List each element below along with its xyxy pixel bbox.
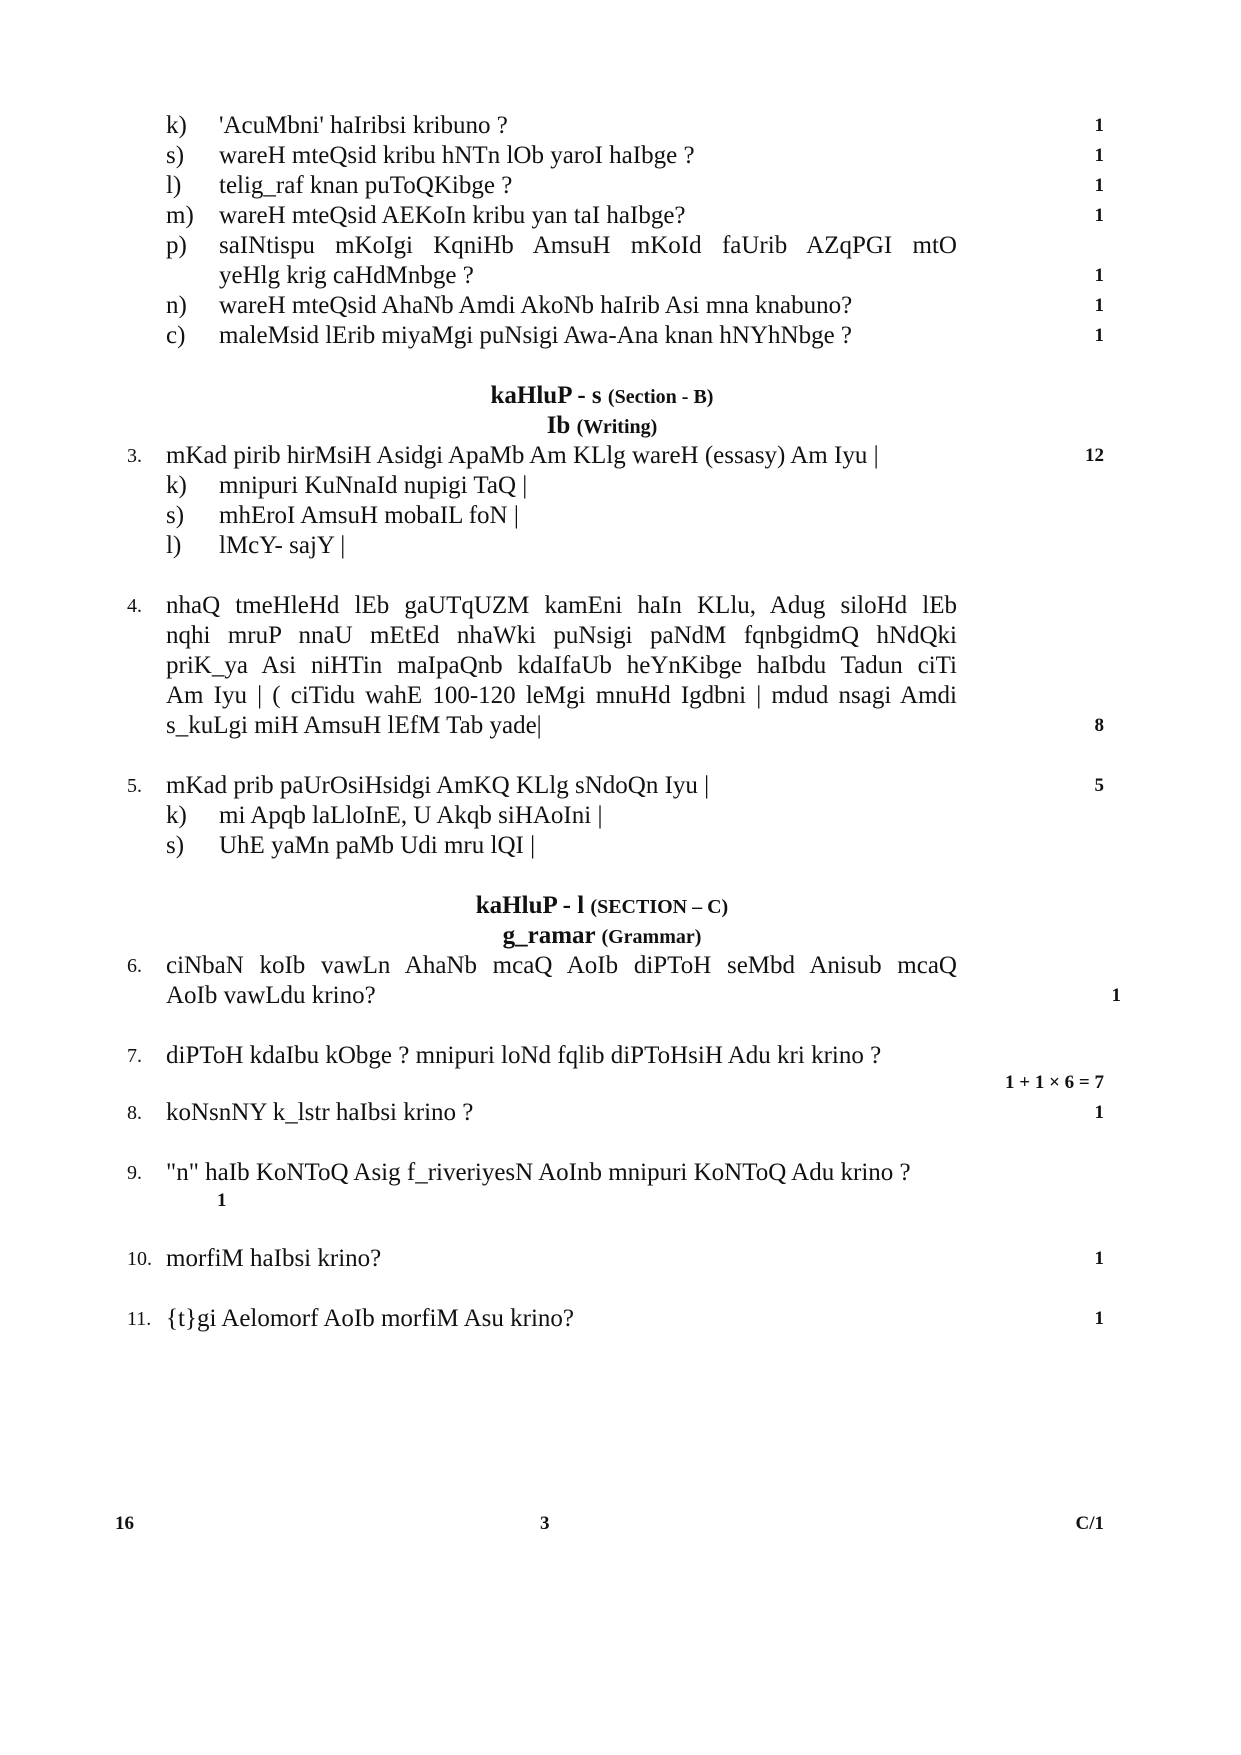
section-c-sub-text: g_ramar [502,922,596,949]
question-marks: 1 [1094,1308,1104,1329]
option-text: mnipuri KuNnaId nupigi TaQ | [219,472,528,499]
question-text-line: Am Iyu | ( ciTidu wahE 100-120 leMgi mnuHd Igdbni | mdud nsagi Amdi [166,682,957,709]
question-marks: 1 [1094,1248,1104,1269]
question-text: "n" haIb KoNToQ Asig f_riveriyesN AoInb mnipuri KoNToQ Adu krino ? [166,1159,911,1186]
question-marks: 12 [1085,445,1104,466]
footer-right: C/1 [1075,1513,1104,1534]
question-number: 6. [127,955,142,977]
item-marks: 1 [1094,265,1104,286]
question-text: koNsnNY k_lstr haIbsi krino ? [166,1099,474,1126]
section-c-title [0,891,1204,922]
question-number: 10. [127,1248,152,1270]
question-text: morfiM haIbsi krino? [166,1245,382,1272]
section-b-title [0,381,1204,412]
question-marks: 1 [217,1190,227,1211]
item-text: wareH mteQsid AhaNb Amdi AkoNb haIrib Asi mna knabuno? [219,292,853,319]
section-b-sub-en: (Writing) [576,416,658,438]
section-c-title-en: (SECTION – C) [590,896,729,918]
option-text: lMcY- sajY | [219,532,346,559]
item-label: m) [166,202,194,229]
question-text: diPToH kdaIbu kObge ? mnipuri loNd fqlib diPToHsiH Adu kri krino ? [166,1042,882,1069]
item-label: n) [166,292,187,319]
question-text-line: nqhi mruP nnaU mEtEd nhaWki puNsigi paNdM fqnbgidmQ hNdQki [166,622,957,649]
section-b-subtitle [0,411,1204,442]
option-text: UhE yaMn paMb Udi mru lQI | [219,832,536,859]
question-number: 7. [127,1045,142,1067]
item-marks: 1 [1094,295,1104,316]
item-label: p) [166,232,187,259]
item-text: wareH mteQsid AEKoIn kribu yan taI haIbge? [219,202,686,229]
question-marks: 1 + 1 × 6 = 7 [1005,1072,1104,1093]
section-c-subtitle [0,921,1204,952]
option-label: s) [166,832,185,859]
option-text: mhEroI AmsuH mobaIL foN | [219,502,519,529]
question-text: mKad pirib hirMsiH Asidgi ApaMb Am KLlg wareH (essasy) Am Iyu | [166,442,879,469]
option-text: mi Apqb laLloInE, U Akqb siHAoIni | [219,802,603,829]
question-number: 11. [127,1308,152,1330]
option-label: s) [166,502,185,529]
item-label: c) [166,322,186,349]
option-label: k) [166,802,187,829]
item-label: s) [166,142,185,169]
item-text: 'AcuMbni' haIribsi kribuno ? [219,112,508,139]
question-text: mKad prib paUrOsiHsidgi AmKQ KLlg sNdoQn Iyu | [166,772,710,799]
item-label: k) [166,112,187,139]
section-c-sub-en: (Grammar) [601,926,702,948]
page-number: 3 [540,1513,550,1534]
item-marks: 1 [1094,175,1104,196]
item-text-continued: yeHlg krig caHdMnbge ? [219,262,474,289]
question-text-line: nhaQ tmeHleHd lEb gaUTqUZM kamEni haIn KLlu, Adug siloHd lEb [166,592,957,619]
question-number: 5. [127,775,142,797]
question-marks: 1 [1111,985,1121,1006]
question-text: {t}gi Aelomorf AoIb morfiM Asu krino? [166,1305,574,1332]
question-marks: 1 [1094,1102,1104,1123]
section-c-title-text: kaHluP - l [475,892,585,919]
section-b-title-en: (Section - B) [607,386,714,408]
question-marks: 8 [1094,715,1104,736]
question-marks: 5 [1094,775,1104,796]
option-label: l) [166,532,182,559]
question-text-line: priK_ya Asi niHTin maIpaQnb kdaIfaUb heYnKibge haIbdu Tadun ciTi [166,652,957,679]
question-text-line: s_kuLgi miH AmsuH lEfM Tab yade| [166,712,542,739]
question-number: 4. [127,595,142,617]
footer-left: 16 [115,1513,134,1534]
section-b-sub-text: Ib [546,412,571,439]
question-number: 3. [127,445,142,467]
option-label: k) [166,472,187,499]
question-number: 9. [127,1162,142,1184]
item-marks: 1 [1094,115,1104,136]
item-marks: 1 [1094,145,1104,166]
section-b-title-text: kaHluP - s [490,382,602,409]
question-text-line: AoIb vawLdu krino? [166,982,376,1009]
item-text: telig_raf knan puToQKibge ? [219,172,513,199]
question-number: 8. [127,1102,142,1124]
question-text-line: ciNbaN koIb vawLn AhaNb mcaQ AoIb diPToH seMbd Anisub mcaQ [166,952,957,979]
item-text: wareH mteQsid kribu hNTn lOb yaroI haIbge ? [219,142,695,169]
item-text: saINtispu mKoIgi KqniHb AmsuH mKoId faUrib AZqPGI mtO [219,232,957,259]
item-text: maleMsid lErib miyaMgi puNsigi Awa-Ana knan hNYhNbge ? [219,322,853,349]
item-marks: 1 [1094,205,1104,226]
item-marks: 1 [1094,325,1104,346]
item-label: l) [166,172,182,199]
